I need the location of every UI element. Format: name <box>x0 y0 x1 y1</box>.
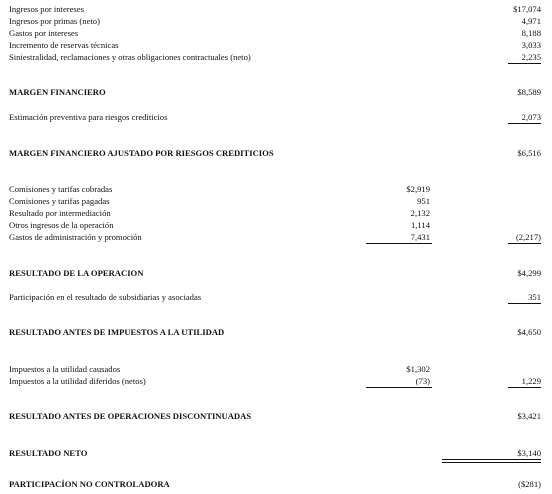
row-label: Comisiones y tarifas cobradas <box>9 184 113 194</box>
row-value: 4,971 <box>521 16 541 26</box>
row-label: Comisiones y tarifas pagadas <box>9 196 110 206</box>
table-row <box>0 16 552 28</box>
subtotal-row <box>0 327 552 339</box>
table-row <box>0 292 552 304</box>
row-label: Otros ingresos de la operación <box>9 220 114 230</box>
row-value: 3,033 <box>521 40 541 50</box>
table-row <box>0 112 552 124</box>
total-row <box>0 479 552 491</box>
row-value: 2,235 <box>521 52 541 62</box>
row-value: 951 <box>417 196 430 206</box>
row-label: Participación en el resultado de subsidiarias y asociadas <box>9 292 202 302</box>
row-label: Gastos de administración y promoción <box>9 232 142 242</box>
table-row <box>0 376 552 388</box>
row-label: Resultado por intermediación <box>9 208 111 218</box>
table-row <box>0 232 552 244</box>
row-label: Ingresos por primas (neto) <box>9 16 100 26</box>
row-label: MARGEN FINANCIERO <box>9 87 106 97</box>
underline <box>508 303 541 304</box>
double-underline <box>442 459 541 463</box>
row-value: 8,188 <box>521 28 541 38</box>
row-value: $4,650 <box>517 327 541 337</box>
underline <box>366 387 432 388</box>
row-value: $1,302 <box>406 364 430 374</box>
underline <box>508 123 541 124</box>
row-value: (73) <box>415 376 430 386</box>
row-value: 351 <box>528 292 541 302</box>
row-total: 1,229 <box>521 376 541 386</box>
table-row <box>0 364 552 376</box>
row-value: 1,114 <box>410 220 430 230</box>
row-value: $17,074 <box>513 4 541 14</box>
row-label: PARTICIPACÍON NO CONTROLADORA <box>9 479 170 489</box>
table-row <box>0 52 552 64</box>
table-row <box>0 220 552 232</box>
subtotal-row <box>0 411 552 423</box>
underline <box>366 243 432 244</box>
row-label: Impuestos a la utilidad diferidos (netos) <box>9 376 146 386</box>
row-total: (2,217) <box>515 232 541 242</box>
row-label: MARGEN FINANCIERO AJUSTADO POR RIESGOS CREDITICIOS <box>9 148 274 158</box>
row-value: $4,299 <box>517 268 541 278</box>
subtotal-row <box>0 87 552 99</box>
row-value: $3,421 <box>517 411 541 421</box>
table-row <box>0 4 552 16</box>
row-label: Gastos por intereses <box>9 28 79 38</box>
table-row <box>0 184 552 196</box>
row-label: Impuestos a la utilidad causados <box>9 364 121 374</box>
row-label: RESULTADO ANTES DE IMPUESTOS A LA UTILIDAD <box>9 327 225 337</box>
row-value: 7,431 <box>410 232 430 242</box>
subtotal-row <box>0 148 552 160</box>
row-value: $6,516 <box>517 148 541 158</box>
row-label: RESULTADO NETO <box>9 448 88 458</box>
row-value: 2,073 <box>521 112 541 122</box>
table-row <box>0 208 552 220</box>
row-value: $8,589 <box>517 87 541 97</box>
row-label: RESULTADO ANTES DE OPERACIONES DISCONTINUADAS <box>9 411 252 421</box>
row-value: $2,919 <box>406 184 430 194</box>
table-row <box>0 28 552 40</box>
underline <box>508 243 541 244</box>
row-label: Ingresos por intereses <box>9 4 84 14</box>
row-label: Incremento de reservas técnicas <box>9 40 119 50</box>
underline <box>508 63 541 64</box>
row-label: RESULTADO DE LA OPERACION <box>9 268 144 278</box>
row-value: $3,140 <box>517 448 541 458</box>
row-value: 2,132 <box>410 208 430 218</box>
row-label: Siniestralidad, reclamaciones y otras obligaciones contractuales (neto) <box>9 52 251 62</box>
row-value: ($281) <box>518 479 541 489</box>
underline <box>508 387 541 388</box>
table-row <box>0 40 552 52</box>
table-row <box>0 196 552 208</box>
subtotal-row <box>0 268 552 280</box>
row-label: Estimación preventiva para riesgos crediticios <box>9 112 168 122</box>
